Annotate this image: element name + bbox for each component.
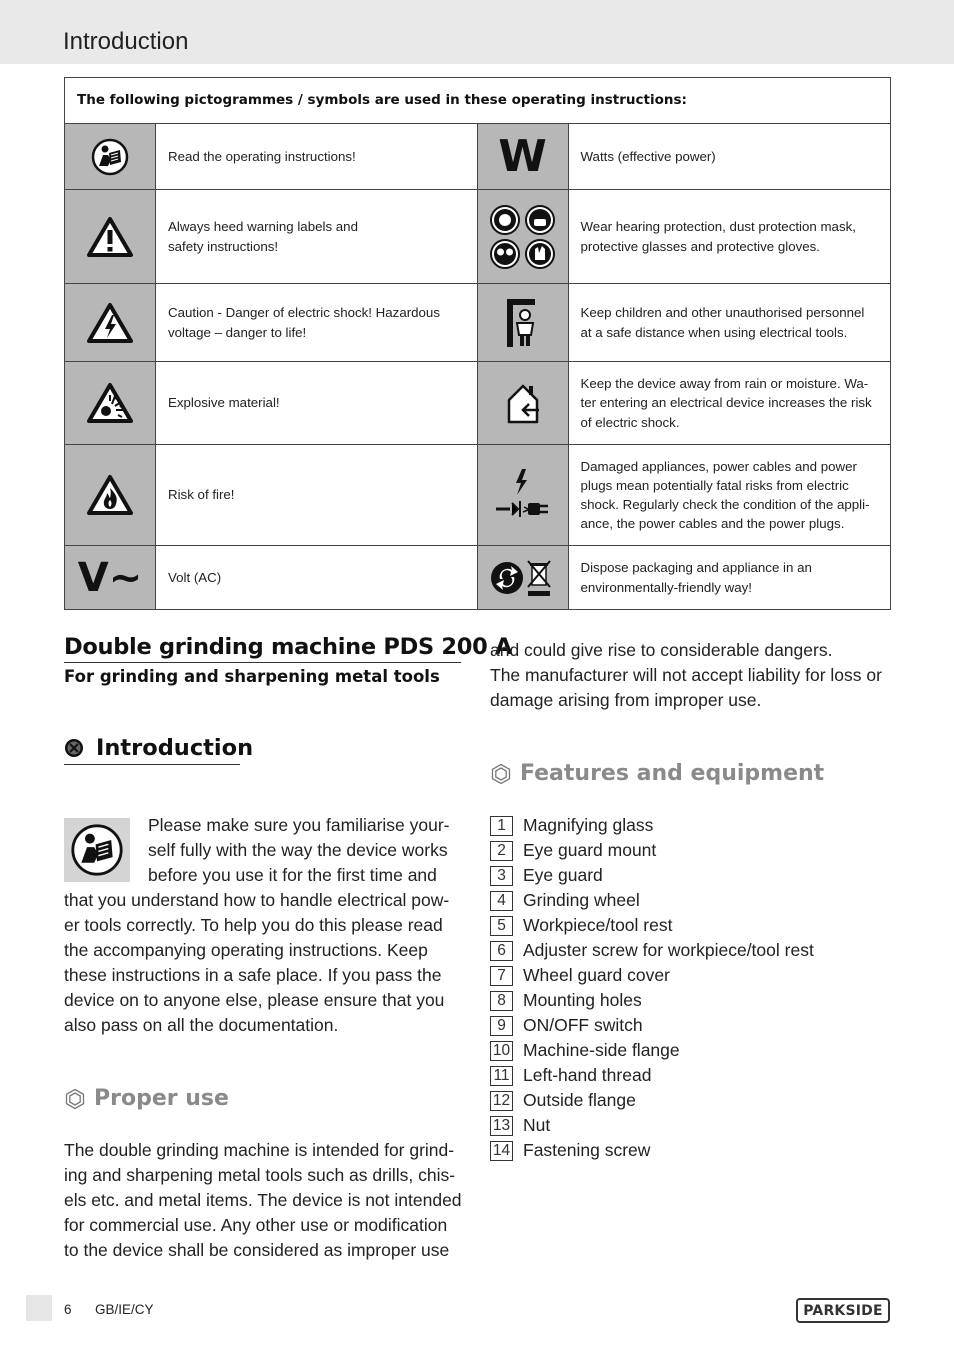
list-item xyxy=(490,1038,814,1063)
item-number: 11 xyxy=(490,1066,513,1086)
item-label: ON/OFF switch xyxy=(523,1015,643,1035)
features-heading xyxy=(490,761,824,786)
list-item xyxy=(490,888,814,913)
item-label: Workpiece/tool rest xyxy=(523,915,673,935)
proper-use-paragraph: The double grinding machine is intended for grind- ing and sharpening metal tools such as drills, chis- els etc. and metal items. The device is not intended for commercial use. Any other use or modification to the device shall be considered as improper use xyxy=(64,1140,462,1260)
list-item xyxy=(490,1113,814,1138)
list-item xyxy=(490,963,814,988)
features-list xyxy=(490,813,814,1163)
product-title: Double grinding machine PDS 200 A xyxy=(64,634,513,660)
item-number: 1 xyxy=(490,816,513,836)
item-label: Adjuster screw for workpiece/tool rest xyxy=(523,940,814,960)
pictogram-text: Watts (effective power) xyxy=(568,124,891,189)
pictogram-text: Explosive material! xyxy=(155,362,478,444)
item-number: 12 xyxy=(490,1091,513,1111)
item-number: 13 xyxy=(490,1116,513,1136)
pictogram-row xyxy=(65,284,890,362)
item-number: 6 xyxy=(490,941,513,961)
list-item xyxy=(490,1138,814,1163)
list-item xyxy=(490,1063,814,1088)
item-label: Eye guard mount xyxy=(523,840,657,860)
introduction-paragraph: Please make sure you familiarise your- self fully with the way the device works before you use it for the first time and xyxy=(148,815,450,885)
pictogram-text: Wear hearing protection, dust protection mask, protective glasses and protective gloves. xyxy=(568,190,891,283)
pictogram-row xyxy=(65,124,890,190)
recycling-disposal-icon xyxy=(478,546,568,609)
list-item xyxy=(490,1088,814,1113)
page-number: 6 xyxy=(64,1302,72,1317)
pictogram-row xyxy=(65,546,890,609)
read-instructions-icon xyxy=(65,124,155,189)
list-item xyxy=(490,1013,814,1038)
item-label: Outside flange xyxy=(523,1090,636,1110)
protective-equipment-icons xyxy=(478,190,568,283)
item-label: Magnifying glass xyxy=(523,815,654,835)
item-label: Nut xyxy=(523,1115,551,1135)
proper-use-heading-label: Proper use xyxy=(94,1086,229,1111)
pictogram-table xyxy=(64,77,891,610)
warning-triangle-icon xyxy=(65,190,155,283)
item-number: 2 xyxy=(490,841,513,861)
pictogram-text: Risk of fire! xyxy=(155,445,478,545)
pictogram-text: Volt (AC) xyxy=(155,546,478,609)
introduction-heading-label: Introduction xyxy=(96,735,254,761)
explosive-warning-icon xyxy=(65,362,155,444)
electric-shock-warning-icon xyxy=(65,284,155,361)
introduction-heading xyxy=(64,735,253,761)
hexagon-marker-icon xyxy=(64,1088,86,1110)
item-number: 9 xyxy=(490,1016,513,1036)
pictogram-text: Keep children and other unauthorised personnel at a safe distance when using electrical tools. xyxy=(568,284,891,361)
product-subtitle: For grinding and sharpening metal tools xyxy=(64,667,440,686)
brand-logo: PARKSIDE xyxy=(796,1298,890,1323)
pictogram-text: Caution - Danger of electric shock! Hazardous voltage – danger to life! xyxy=(155,284,478,361)
pictogram-text: Read the operating instructions! xyxy=(155,124,478,189)
pictogram-text: Dispose packaging and appliance in an environmentally-friendly way! xyxy=(568,546,891,609)
watts-symbol: W xyxy=(478,124,568,189)
item-number: 3 xyxy=(490,866,513,886)
protective-gloves-icon xyxy=(526,240,554,268)
heading-rule xyxy=(64,764,240,765)
keep-dry-house-icon xyxy=(478,362,568,444)
item-label: Eye guard xyxy=(523,865,603,885)
item-label: Wheel guard cover xyxy=(523,965,670,985)
introduction-paragraph-continued: that you understand how to handle electrical pow- er tools correctly. To help you do this please read the accompanying operating instructions. Keep these instructions in a safe place. If you pass the device on to anyone else, please ensure that you also pass on all the documentation. xyxy=(64,890,450,1035)
list-item xyxy=(490,938,814,963)
item-number: 10 xyxy=(490,1041,513,1061)
item-number: 4 xyxy=(490,891,513,911)
list-item xyxy=(490,863,814,888)
list-item xyxy=(490,988,814,1013)
pictogram-text: Always heed warning labels and safety instructions! xyxy=(155,190,478,283)
pictogram-row xyxy=(65,190,890,284)
pictogram-text: Damaged appliances, power cables and power plugs mean potentially fatal risks from electric shock. Regularly check the condition of the appli- ance, the power cables and the power plugs. xyxy=(568,445,891,545)
item-label: Machine-side flange xyxy=(523,1040,680,1060)
features-heading-label: Features and equipment xyxy=(520,761,825,786)
item-number: 14 xyxy=(490,1141,513,1161)
list-item xyxy=(490,838,814,863)
item-number: 7 xyxy=(490,966,513,986)
damaged-cable-icon xyxy=(478,445,568,545)
pictogram-caption: The following pictogrammes / symbols are used in these operating instructions: xyxy=(65,78,890,124)
list-item xyxy=(490,913,814,938)
hexagon-marker-icon xyxy=(490,763,512,785)
fire-warning-icon xyxy=(65,445,155,545)
pictogram-text: Keep the device away from rain or moisture. Wa- ter entering an electrical device increases the risk of electric shock. xyxy=(568,362,891,444)
proper-use-heading xyxy=(64,1086,229,1111)
item-number: 8 xyxy=(490,991,513,1011)
keep-children-away-icon xyxy=(478,284,568,361)
dust-mask-icon xyxy=(526,206,554,234)
hearing-protection-icon xyxy=(491,206,519,234)
list-item xyxy=(490,813,814,838)
section-marker-icon xyxy=(64,738,84,758)
title-rule xyxy=(64,662,461,663)
proper-use-paragraph-continued: and could give rise to considerable dangers. The manufacturer will not accept liability for loss or damage arising from improper use. xyxy=(490,640,882,710)
read-instructions-icon xyxy=(64,818,130,882)
green-dot-icon xyxy=(491,562,523,594)
item-number: 5 xyxy=(490,916,513,936)
page-header-title: Introduction xyxy=(63,28,189,55)
item-label: Grinding wheel xyxy=(523,890,640,910)
pictogram-row xyxy=(65,362,890,445)
pictogram-row xyxy=(65,445,890,546)
item-label: Mounting holes xyxy=(523,990,642,1010)
safety-glasses-icon xyxy=(491,240,519,268)
volt-ac-symbol: V~ xyxy=(65,546,155,609)
crossed-bin-icon xyxy=(528,561,550,596)
footer-marker xyxy=(26,1295,52,1321)
item-label: Fastening screw xyxy=(523,1140,651,1160)
item-label: Left-hand thread xyxy=(523,1065,652,1085)
language-code: GB/IE/CY xyxy=(95,1302,154,1317)
